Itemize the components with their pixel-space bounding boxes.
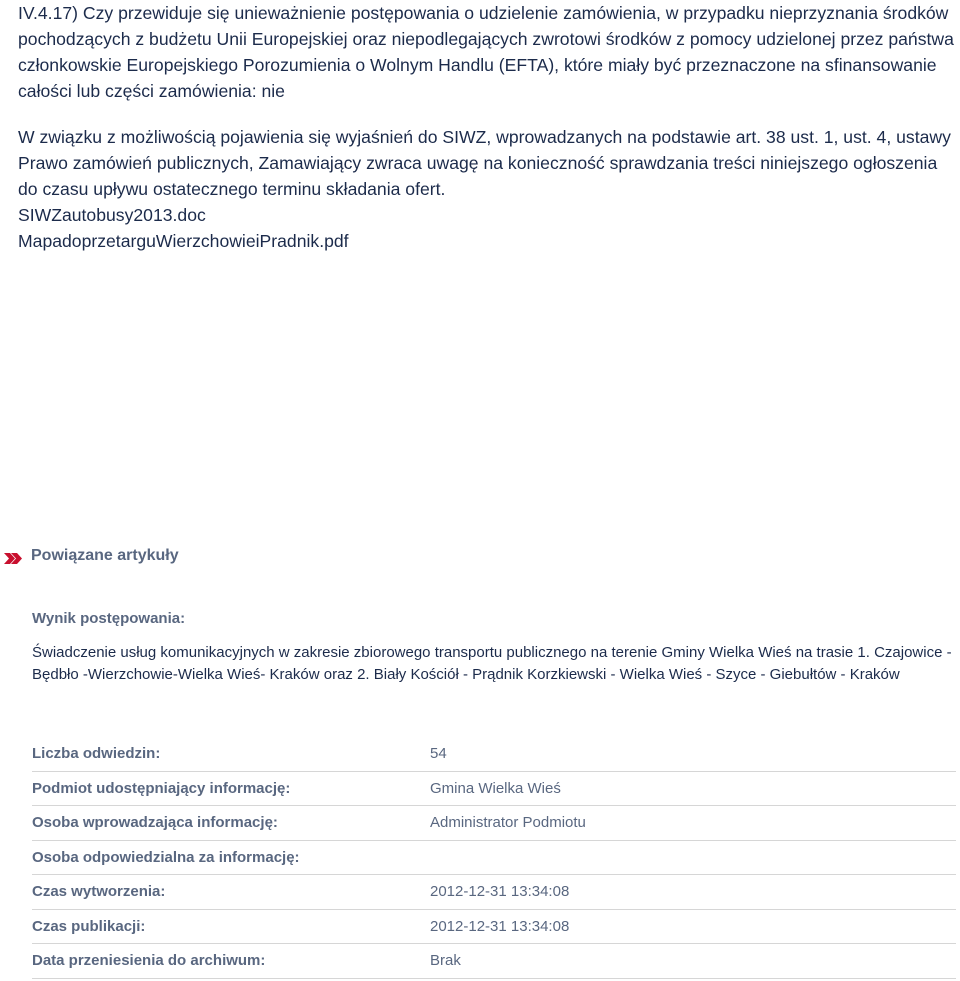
responsible-label: Osoba odpowiedzialna za informację:: [32, 848, 300, 866]
result-label: Wynik postępowania:: [32, 610, 186, 627]
published-value: 2012-12-31 13:34:08: [430, 917, 570, 935]
announcement-body: [18, 0, 954, 254]
table-row: [32, 944, 956, 979]
double-chevron-right-icon: [4, 551, 22, 562]
archive-date-label: Data przeniesienia do archiwum:: [32, 952, 266, 970]
related-articles-title: Powiązane artykuły: [31, 547, 179, 564]
siwz-notice-text: W związku z możliwością pojawienia się wyjaśnień do SIWZ, wprowadzanych na podstawie art. 38 ust. 1, ust. 4, ustawy Prawo zamówień publicznych, Zamawiający zwraca uwagę na konieczność sprawdzania treści niniejszego ogłoszenia do czasu upływu ostatecznego terminu składania ofert.: [18, 127, 951, 199]
archive-date-value: Brak: [430, 952, 461, 970]
table-row: [32, 875, 956, 910]
visits-label: Liczba odwiedzin:: [32, 745, 161, 763]
entered-by-label: Osoba wprowadzająca informację:: [32, 814, 278, 832]
related-articles-header: [4, 543, 179, 569]
publisher-value: Gmina Wielka Wieś: [430, 779, 561, 797]
table-row: [32, 909, 956, 944]
table-row: [32, 771, 956, 806]
visits-value: 54: [430, 745, 447, 763]
created-value: 2012-12-31 13:34:08: [430, 883, 570, 901]
entered-by-value: Administrator Podmiotu: [430, 814, 586, 832]
table-row: [32, 840, 956, 875]
metadata-table: [32, 737, 956, 979]
publisher-label: Podmiot udostępniający informację:: [32, 779, 291, 797]
attachment-link-map[interactable]: MapadoprzetarguWierzchowieiPradnik.pdf: [18, 231, 349, 251]
table-row: [32, 737, 956, 771]
table-row: [32, 806, 956, 841]
published-label: Czas publikacji:: [32, 917, 146, 935]
result-text: Świadczenie usług komunikacyjnych w zakresie zbiorowego transportu publicznego na terenie Gminy Wielka Wieś na trasie 1. Czajowice -Będbło -Wierzchowie-Wielka Wieś- Kraków oraz 2. Biały Kościół - Prądnik Korzkiewski - Wielka Wieś - Szyce - Giebułtów - Kraków: [32, 644, 952, 683]
responsible-value: [430, 840, 956, 875]
section-iv-4-17-text: IV.4.17) Czy przewiduje się unieważnienie postępowania o udzielenie zamówienia, w przypadku nieprzyznania środków pochodzących z budżetu Unii Europejskiej oraz niepodlegających zwrotowi środków z pomocy udzielonej przez państwa członkowskie Europejskiego Porozumienia o Wolnym Handlu (EFTA), które miały być przeznaczone na sfinansowanie całości lub części zamówienia: nie: [18, 3, 954, 101]
attachment-link-siwz[interactable]: SIWZautobusy2013.doc: [18, 205, 206, 225]
created-label: Czas wytworzenia:: [32, 883, 166, 901]
